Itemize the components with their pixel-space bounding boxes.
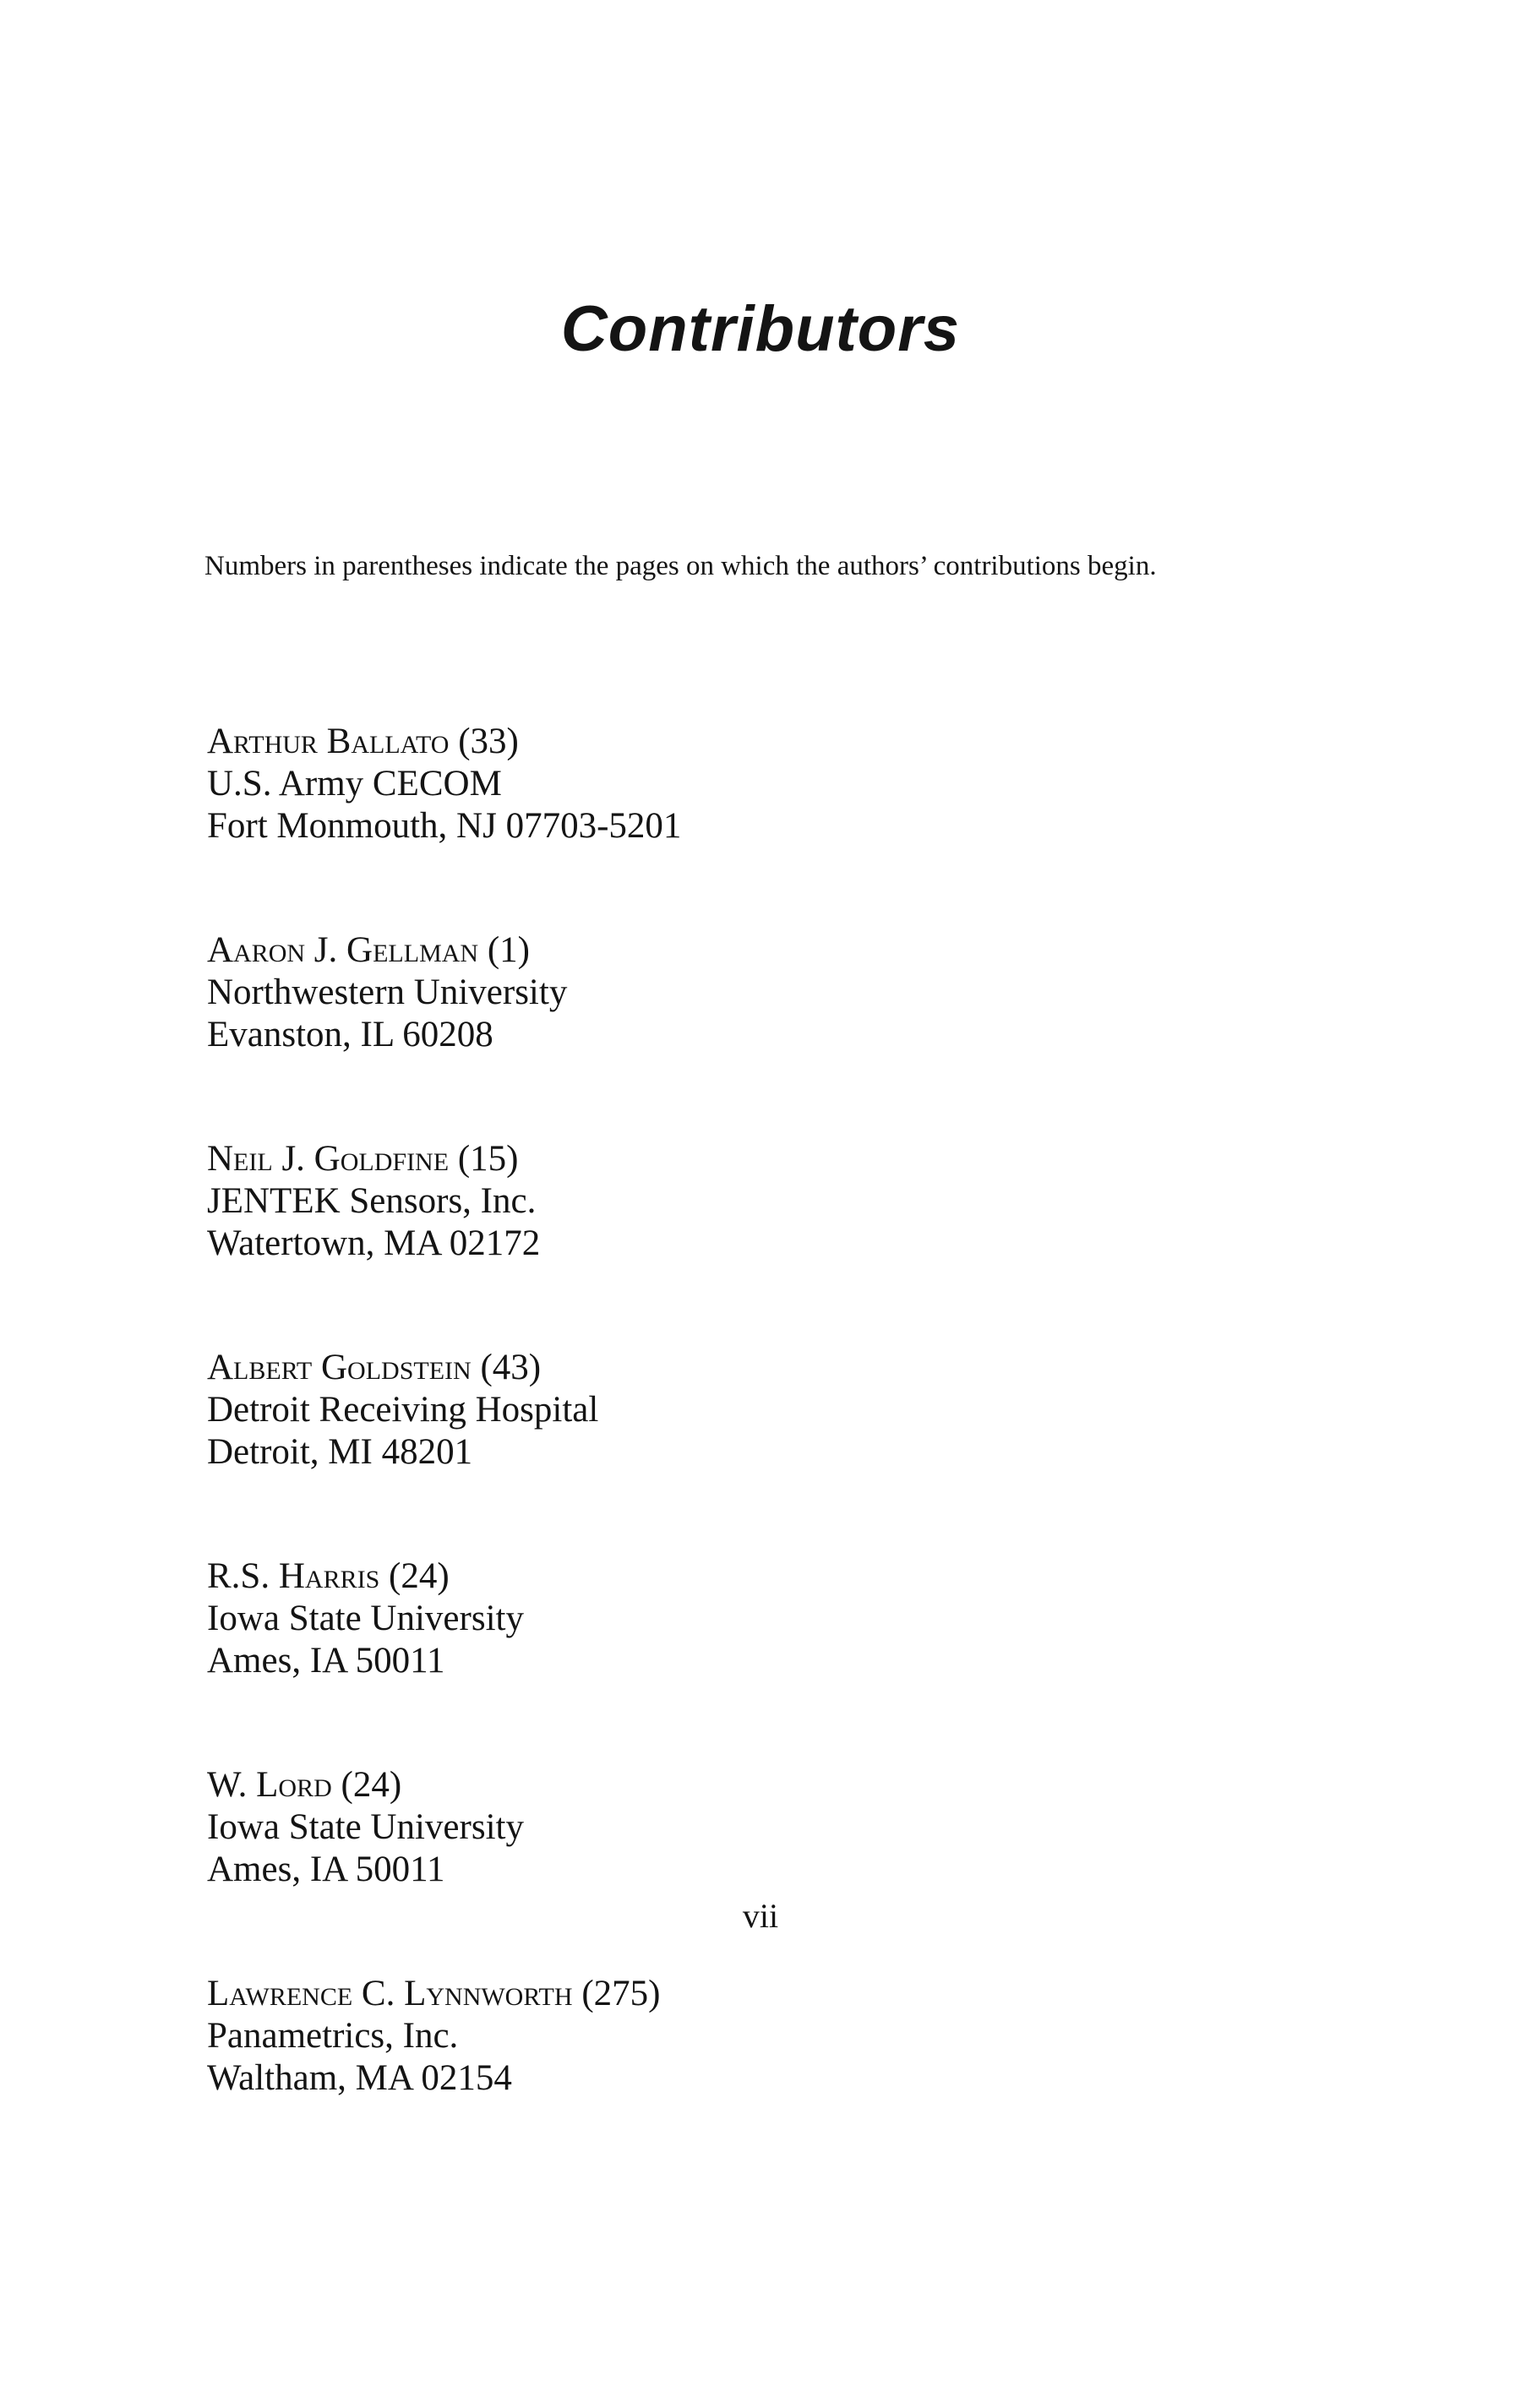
contributor-page: (33) (458, 722, 519, 761)
contributor-page: (1) (487, 930, 530, 970)
contributor-location: Watertown, MA 02172 (207, 1223, 541, 1263)
contributor-name: Arthur Ballato (207, 722, 450, 761)
contributor-entry (207, 1973, 1306, 2100)
contributor-entry (207, 721, 1306, 847)
contributor-entry (207, 1138, 1306, 1265)
contributor-location: Ames, IA 50011 (207, 1850, 445, 1889)
contributor-page: (275) (581, 1974, 661, 2013)
contributor-affiliation: Iowa State University (207, 1807, 524, 1847)
contributor-entry (207, 1347, 1306, 1474)
contributor-location: Evanston, IL 60208 (207, 1015, 493, 1054)
contributor-affiliation: Iowa State University (207, 1599, 524, 1638)
contributor-name: Albert Goldstein (207, 1348, 472, 1387)
contributor-list (207, 721, 1306, 2182)
contributor-page: (24) (341, 1765, 402, 1805)
contributor-affiliation: Northwestern University (207, 972, 568, 1012)
contributor-heading (207, 1764, 1306, 1806)
contributor-page: (24) (389, 1556, 450, 1596)
contributor-name: W. Lord (207, 1765, 332, 1805)
contributor-page: (43) (480, 1348, 542, 1387)
contributor-heading (207, 929, 1306, 972)
contributor-affiliation: U.S. Army CECOM (207, 764, 502, 804)
contributor-location: Fort Monmouth, NJ 07703-5201 (207, 806, 682, 846)
contributor-name: Neil J. Goldfine (207, 1139, 450, 1179)
contributor-entry (207, 1764, 1306, 1891)
contributor-heading (207, 1973, 1306, 2015)
contributor-page: (15) (457, 1139, 519, 1179)
contributor-heading (207, 1347, 1306, 1389)
page-title: Contributors (560, 293, 961, 365)
contributor-affiliation: Panametrics, Inc. (207, 2016, 459, 2056)
contributor-location: Waltham, MA 02154 (207, 2058, 512, 2098)
contributor-affiliation: Detroit Receiving Hospital (207, 1390, 599, 1430)
contributor-name: Aaron J. Gellman (207, 930, 479, 970)
contributor-entry (207, 929, 1306, 1056)
contributor-heading (207, 1138, 1306, 1180)
contributor-location: Detroit, MI 48201 (207, 1432, 473, 1472)
page-number: vii (742, 1897, 779, 1935)
contributor-heading (207, 721, 1306, 763)
contributor-entry (207, 1555, 1306, 1682)
contributor-affiliation: JENTEK Sensors, Inc. (207, 1181, 537, 1221)
contributor-name: R.S. Harris (207, 1556, 380, 1596)
contributions-note: Numbers in parentheses indicate the pages on which the authors’ contributions begin. (204, 551, 1157, 581)
contributor-heading (207, 1555, 1306, 1598)
contributor-name: Lawrence C. Lynnworth (207, 1974, 573, 2013)
contributor-location: Ames, IA 50011 (207, 1641, 445, 1681)
